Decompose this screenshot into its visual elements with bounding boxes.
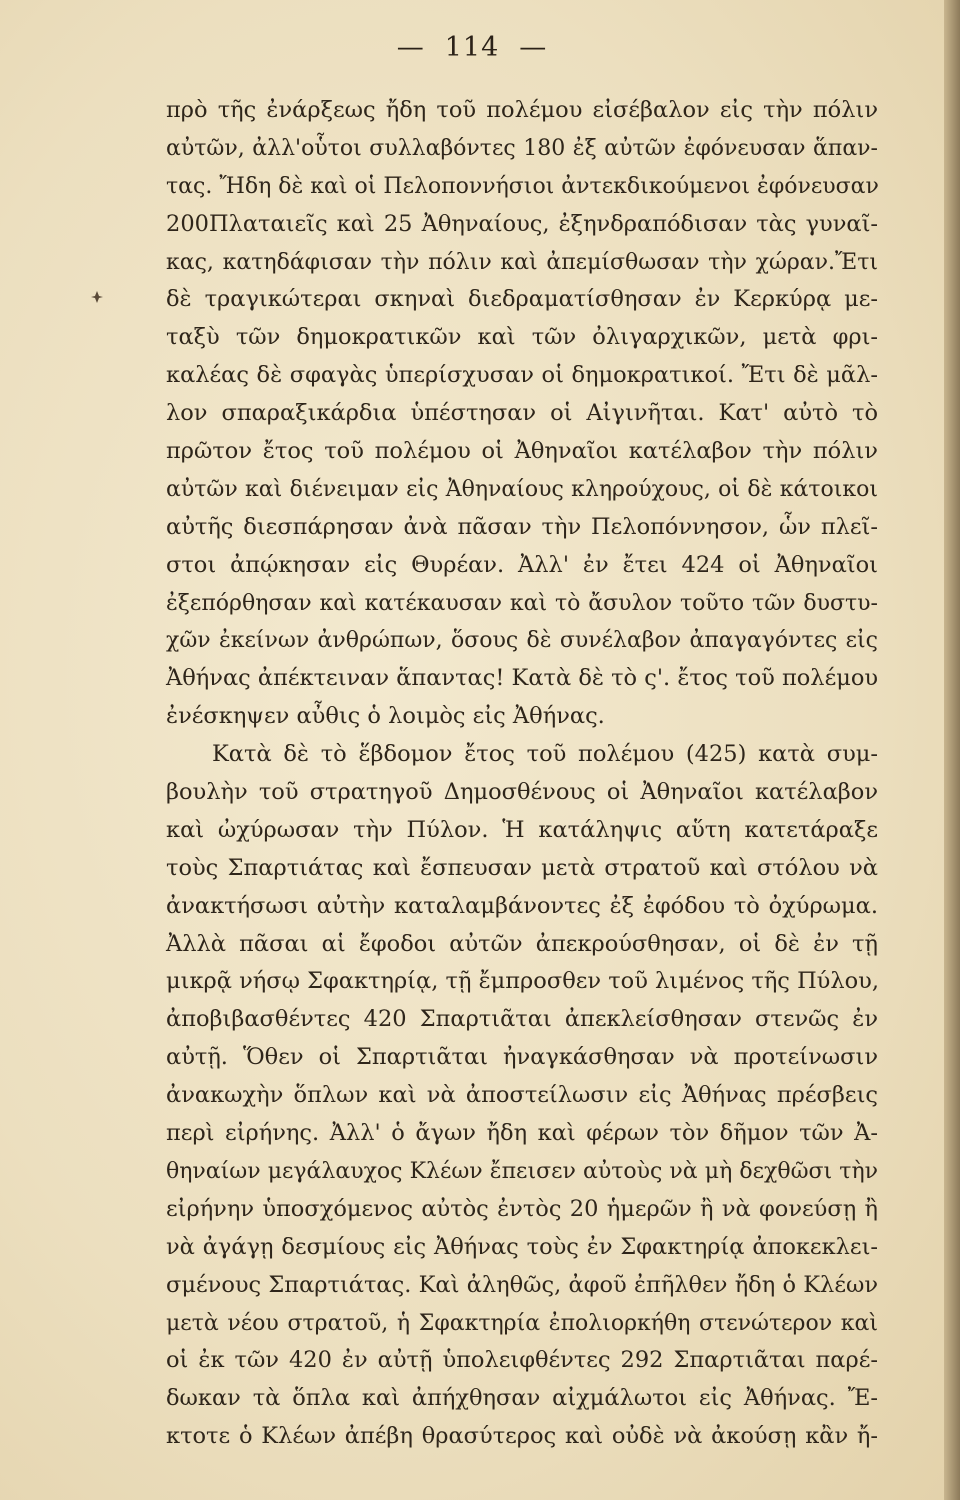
text-line: Ἀθήνας ἀπέκτειναν ἅπαντας! Κατὰ δὲ τὸ ς'. ἔτος τοῦ πολέμου [166,665,879,692]
page-number-dash-left: — [396,32,425,63]
text-line: νὰ ἀγάγῃ δεσμίους εἰς Ἀθήνας τοὺς ἐν Σφακτηρίᾳ ἀποκεκλει- [166,1233,878,1260]
text-line: ἀνακτήσωσι αὐτὴν καταλαμβάνοντες ἐξ ἐφόδου τὸ ὀχύρωμα. [166,892,878,919]
text-line: καὶ ὠχύρωσαν τὴν Πύλον. Ἡ κατάληψις αὕτη κατετάραξε [166,816,878,843]
text-line: εἰρήνην ὑποσχόμενος αὐτὸς ἐντὸς 20 ἡμερῶν ἢ νὰ φονεύσῃ ἢ [166,1195,878,1222]
text-line: λον σπαραξικάρδια ὑπέστησαν οἱ Αἰγινῆται. Κατ' αὐτὸ τὸ [166,400,878,427]
text-line: τας. Ἤδη δὲ καὶ οἱ Πελοποννήσιοι ἀντεκδικούμενοι ἐφόνευσαν [166,173,879,199]
page-number: 114 [444,32,500,63]
page-number-dash-right: — [519,32,548,63]
text-line: οἱ ἐκ τῶν 420 ἐν αὐτῇ ὑπολειφθέντες 292 Σπαρτιᾶται παρέ- [166,1347,878,1374]
text-line: αὐτῇ. Ὅθεν οἱ Σπαρτιᾶται ἠναγκάσθησαν νὰ προτείνωσιν [166,1044,878,1071]
text-line: μετὰ νέου στρατοῦ, ἡ Σφακτηρία ἐπολιορκήθη στενώτερον καὶ [166,1310,878,1336]
text-line: ἀποβιβασθέντες 420 Σπαρτιᾶται ἀπεκλείσθησαν στενῶς ἐν [166,1006,878,1033]
text-line: κτοτε ὁ Κλέων ἀπέβη θρασύτερος καὶ οὐδὲ νὰ ἀκούσῃ κἂν ἤ- [166,1423,878,1450]
text-line: πρῶτον ἔτος τοῦ πολέμου οἱ Ἀθηναῖοι κατέλαβον τὴν πόλιν [166,438,878,465]
text-line: περὶ εἰρήνης. Ἀλλ' ὁ ἄγων ἤδη καὶ φέρων τὸν δῆμον τῶν Ἀ- [166,1120,878,1147]
page-edge [944,0,960,1500]
text-line: ἐνέσκηψεν αὖθις ὁ λοιμὸς εἰς Ἀθήνας. [166,703,605,730]
text-line: δωκαν τὰ ὅπλα καὶ ἀπήχθησαν αἰχμάλωτοι εἰς Ἀθήνας. Ἔ- [166,1385,878,1412]
text-line: κας, κατηδάφισαν τὴν πόλιν καὶ ἀπεμίσθωσαν τὴν χώραν.Ἔτι [166,249,878,275]
text-line: πρὸ τῆς ἐνάρξεως ἤδη τοῦ πολέμου εἰσέβαλον εἰς τὴν πόλιν [166,97,878,123]
text-line: θηναίων μεγάλαυχος Κλέων ἔπεισεν αὐτοὺς νὰ μὴ δεχθῶσι τὴν [166,1158,878,1184]
text-line: αὐτῶν καὶ διένειμαν εἰς Ἀθηναίους κληρούχους, οἱ δὲ κάτοικοι [166,476,878,502]
text-line: ἀνακωχὴν ὅπλων καὶ νὰ ἀποστείλωσιν εἰς Ἀθήνας πρέσβεις [166,1082,878,1109]
body-text [166,92,878,1456]
margin-ink-mark-icon [90,290,104,304]
text-line: σμένους Σπαρτιάτας. Καὶ ἀληθῶς, ἀφοῦ ἐπῆλθεν ἤδη ὁ Κλέων [166,1271,878,1298]
text-line: δὲ τραγικώτεραι σκηναὶ διεδραματίσθησαν ἐν Κερκύρᾳ με- [166,286,878,313]
text-line: ταξὺ τῶν δημοκρατικῶν καὶ τῶν ὀλιγαρχικῶν, μετὰ φρι- [166,324,878,351]
text-line: χῶν ἐκείνων ἀνθρώπων, ὅσους δὲ συνέλαβον ἀπαγαγόντες εἰς [166,628,878,654]
text-line: στοι ἀπῴκησαν εἰς Θυρέαν. Ἀλλ' ἐν ἔτει 424 οἱ Ἀθηναῖοι [166,551,878,578]
text-line: Ἀλλὰ πᾶσαι αἱ ἔφοδοι αὐτῶν ἀπεκρούσθησαν, οἱ δὲ ἐν τῇ [166,930,878,957]
text-line: καλέας δὲ σφαγὰς ὑπερίσχυσαν οἱ δημοκρατικοί. Ἔτι δὲ μᾶλ- [166,362,878,389]
text-line: αὐτῶν, ἀλλ'οὗτοι συλλαβόντες 180 ἐξ αὐτῶν ἐφόνευσαν ἅπαν- [166,135,878,161]
text-line: Κατὰ δὲ τὸ ἕβδομον ἔτος τοῦ πολέμου (425) κατὰ συμ- [212,741,878,768]
page-number-header [0,32,944,63]
text-line: αὐτῆς διεσπάρησαν ἀνὰ πᾶσαν τὴν Πελοπόννησον, ὧν πλεῖ- [166,513,878,540]
text-line: μικρᾷ νήσῳ Σφακτηρίᾳ, τῇ ἔμπροσθεν τοῦ λιμένος τῆς Πύλου, [166,968,880,995]
text-line: 200Πλαταιεῖς καὶ 25 Ἀθηναίους, ἐξηνδραπόδισαν τὰς γυναῖ- [166,210,878,237]
text-line: βουλὴν τοῦ στρατηγοῦ Δημοσθένους οἱ Ἀθηναῖοι κατέλαβον [166,779,878,806]
text-line: τοὺς Σπαρτιάτας καὶ ἔσπευσαν μετὰ στρατοῦ καὶ στόλου νὰ [166,854,878,881]
text-line: ἐξεπόρθησαν καὶ κατέκαυσαν καὶ τὸ ἄσυλον τοῦτο τῶν δυστυ- [166,590,878,616]
